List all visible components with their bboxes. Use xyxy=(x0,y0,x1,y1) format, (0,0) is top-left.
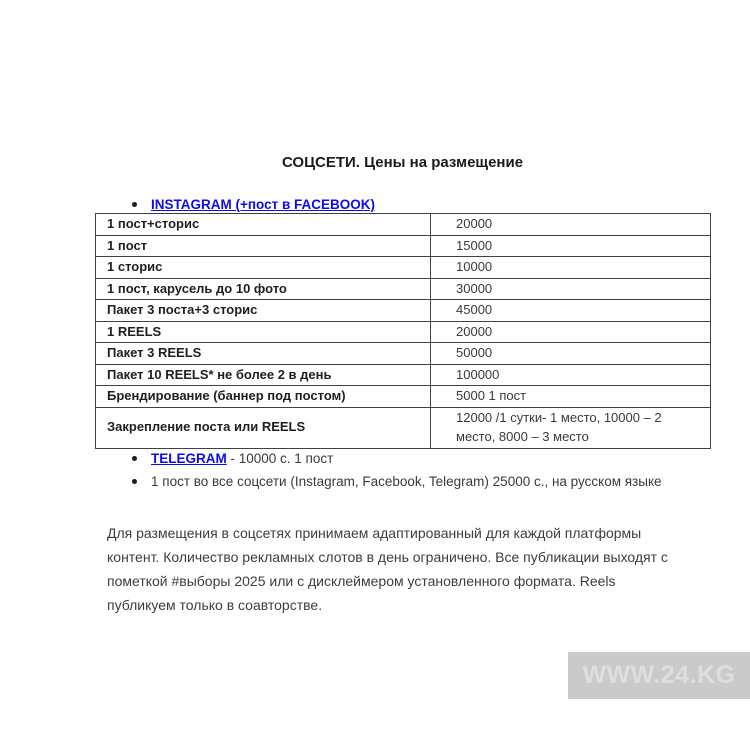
instagram-link[interactable]: INSTAGRAM (+пост в FACEBOOK) xyxy=(151,197,376,212)
table-row xyxy=(96,321,711,343)
bullet-icon xyxy=(132,456,137,461)
telegram-price-text: - 10000 с. 1 пост xyxy=(226,451,334,466)
bullet-icon xyxy=(132,479,137,484)
price-row-value: 12000 /1 сутки- 1 место, 10000 – 2 место, 8000 – 3 место xyxy=(431,407,711,448)
note-line: контент. Количество рекламных слотов в день ограничено. Все публикации выходят с xyxy=(107,549,668,565)
table-row xyxy=(96,364,711,386)
instagram-bullet-item xyxy=(132,196,375,213)
note-line: пометкой #выборы 2025 или с дисклеймером установленного формата. Reels xyxy=(107,573,616,589)
note-line: Для размещения в соцсетях принимаем адаптированный для каждой платформы xyxy=(107,525,642,541)
price-row-label: Пакет 10 REELS* не более 2 в день xyxy=(96,364,431,386)
note-line: публикуем только в соавторстве. xyxy=(107,597,323,613)
price-row-label: Пакет 3 REELS xyxy=(96,343,431,365)
price-table-body xyxy=(96,214,711,449)
bullet-icon xyxy=(132,202,137,207)
price-row-value: 30000 xyxy=(431,278,711,300)
table-row xyxy=(96,235,711,257)
telegram-bullet-text xyxy=(151,450,333,467)
all-networks-bullet-item xyxy=(132,473,662,490)
watermark-text: WWW.24.KG xyxy=(582,661,736,689)
price-row-value: 45000 xyxy=(431,300,711,322)
price-row-value: 15000 xyxy=(431,235,711,257)
price-row-value: 50000 xyxy=(431,343,711,365)
price-row-label: Закрепление поста или REELS xyxy=(96,407,431,448)
price-table xyxy=(95,213,711,449)
table-row xyxy=(96,300,711,322)
table-row xyxy=(96,343,711,365)
table-row xyxy=(96,278,711,300)
table-row xyxy=(96,407,711,448)
price-row-value: 10000 xyxy=(431,257,711,279)
table-row xyxy=(96,214,711,236)
price-row-value: 20000 xyxy=(431,214,711,236)
table-row xyxy=(96,257,711,279)
telegram-bullet-item xyxy=(132,450,333,467)
price-row-label: 1 пост+сторис xyxy=(96,214,431,236)
price-row-value: 5000 1 пост xyxy=(431,386,711,408)
telegram-link[interactable]: TELEGRAM xyxy=(151,451,227,466)
page-title: СОЦСЕТИ. Цены на размещение xyxy=(281,154,524,171)
price-row-value: 100000 xyxy=(431,364,711,386)
all-networks-bullet-text: 1 пост во все соцсети (Instagram, Facebook, Telegram) 25000 с., на русском языке xyxy=(151,474,662,489)
price-row-label: 1 REELS xyxy=(96,321,431,343)
price-row-label: Брендирование (баннер под постом) xyxy=(96,386,431,408)
price-row-label: Пакет 3 поста+3 сторис xyxy=(96,300,431,322)
price-row-label: 1 сторис xyxy=(96,257,431,279)
table-row xyxy=(96,386,711,408)
price-row-label: 1 пост xyxy=(96,235,431,257)
note-paragraph xyxy=(107,521,717,617)
price-row-value: 20000 xyxy=(431,321,711,343)
site-watermark xyxy=(568,652,750,699)
price-row-label: 1 пост, карусель до 10 фото xyxy=(96,278,431,300)
